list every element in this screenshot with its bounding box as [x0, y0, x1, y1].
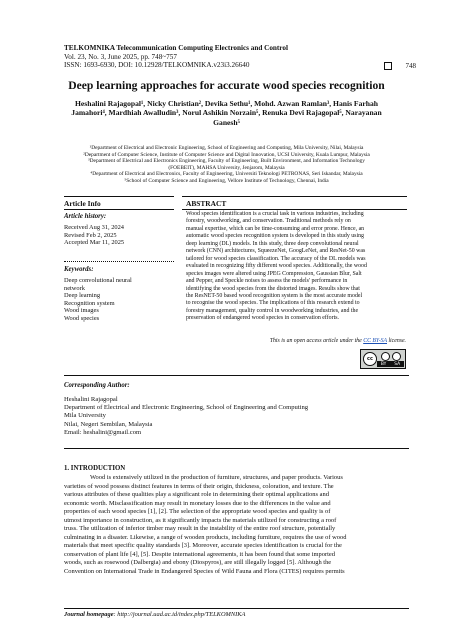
authors-line: Jamahori⁴, Mardhiah Awalludin³, Norul Ashikin Norzain⁵, Renuka Devi Rajagopal⁵, Narayanan [71, 108, 382, 118]
history-heading: Article history: [64, 213, 107, 220]
journal-homepage [64, 611, 245, 618]
homepage-label: Journal homepage [64, 611, 114, 618]
intro-line: Convention on International Trade in Endangered Species of Wild Fauna and Flora (CITES) requires permits [64, 567, 345, 575]
cc-license-badge[interactable] [360, 349, 406, 369]
badge-by-label: BY [380, 361, 387, 367]
cc-logo-icon: cc [363, 352, 377, 366]
abstract-line: Wood species identification is a crucial task in various industries, including [186, 211, 364, 217]
volume-line: Vol. 23, No. 3, June 2025, pp. 748~757 [64, 52, 177, 61]
license-link[interactable]: CC BY-SA [363, 338, 387, 344]
affiliations [46, 145, 407, 185]
corresponding-line: Mila University [64, 412, 106, 420]
cc-badge-bar [377, 361, 404, 367]
page-number: 748 [405, 62, 416, 70]
introduction-heading: 1. INTRODUCTION [64, 465, 126, 472]
abstract-line: tailored for wood species classification. The accuracy of the DL models was [186, 255, 366, 262]
affiliation-line: ²Department of Computer Science, Institute of Computer Science and Digital Innovation, UCSI University, Kuala Lumpur, Malaysia [83, 151, 370, 158]
license-suffix: license. [387, 338, 406, 344]
intro-line: varieties of wood possess distinct features in terms of their origin, thickness, coloration, and texture. The [64, 482, 334, 490]
page-number-block [384, 62, 417, 70]
affiliation-line: ¹Department of Electrical and Electronic Engineering, School of Engineering and Computing, Mila University, Nilai, Malaysia [89, 145, 364, 151]
abstract-line: forestry, woodworking, and conservation. Traditional methods rely on [186, 218, 351, 225]
corresponding-line: Nilai, Negeri Sembilan, Malaysia [64, 420, 153, 428]
intro-line: woods, such as rosewood (Dalbergia) and ebony (Diospyros), are still illegally logged [5]. Although the [64, 559, 332, 566]
corresponding-line: Heshalini Rajagopal [64, 396, 118, 403]
intro-line: various attributes of these qualities play a significant role in determining their optimal applications and [64, 491, 329, 498]
abstract-line: forestry management, quality control in woodworking industries, and the [186, 307, 359, 314]
intro-line: materials that meet specific quality standards [3]. Moreover, accurate species identification is crucial for the [64, 542, 342, 549]
abstract-line: network (CNN) architectures, SqueezeNet, GoogLeNet, and ResNet-50 was [186, 248, 366, 255]
open-access-note [186, 338, 406, 344]
paper-title: Deep learning approaches for accurate wood species recognition [68, 79, 385, 92]
square-icon [384, 62, 392, 70]
revised-date: Revised Feb 2, 2025 [64, 231, 117, 239]
abstract-line: and Pepper, and Speckle noises to assess the models' performance in [186, 278, 348, 285]
abstract-line: evaluated in recognizing fifty different wood species. Additionally, the wood [186, 263, 367, 270]
badge-sa-label: SA [394, 361, 401, 367]
intro-line: culminating in a disaster. Likewise, a range of wooden products, including furniture, requires the use of wood [64, 533, 347, 541]
intro-line: properties of each wood species [1], [2]. The selection of the appropriate wood species and quality is of [64, 508, 331, 515]
share-alike-icon [392, 352, 401, 361]
accepted-date: Accepted Mar 11, 2025 [64, 239, 125, 247]
divider [64, 261, 174, 262]
intro-line: economic worth. Misclassification may result in monetary losses due to the differences in the value and [64, 499, 331, 507]
abstract-line: preservation of endangered wood species in conservation efforts. [186, 315, 339, 322]
received-date: Received Aug 31, 2024 [64, 224, 124, 231]
affiliation-line: ⁴Department of Electrical and Electronics, Faculty of Engineering, Universiti Teknologi PETRONAS, Seri Iskandar, Malaysia [90, 171, 363, 178]
abstract-body [186, 211, 406, 323]
affiliation-line: ³Department of Electrical and Electronics Engineering, Faculty of Engineering, Built Environment, and Information Technology [88, 158, 365, 165]
keyword: network [64, 284, 85, 292]
abstract-heading: ABSTRACT [186, 199, 227, 208]
intro-line: utmost importance in construction, as it significantly impacts the materials utilized for constructing a roof [64, 516, 337, 524]
corresponding-line: Department of Electrical and Electronic Engineering, School of Engineering and Computing [64, 404, 309, 412]
person-icon [381, 352, 390, 361]
abstract-line: to recognise the wood species. The implications of this research extend to [186, 300, 360, 307]
abstract-line: species images were altered using JPEG Compression, Gaussian Blur, Salt [186, 270, 362, 277]
intro-line: conservation of plant life [4], [5]. Despite international agreements, it has been found that some imported [64, 550, 336, 558]
keyword: Wood images [64, 307, 99, 315]
keyword: Recognition system [64, 299, 115, 307]
keywords-heading: Keywords: [64, 266, 94, 273]
homepage-url[interactable]: : http://journal.uad.ac.id/index.php/TELKOMNIKA [113, 611, 246, 618]
affiliation-line: ⁵School of Computer Science and Engineering, Vellore Institute of Technology, Chennai, India [124, 177, 329, 184]
affiliation-line: (FOEBEIT), MAHSA University, Jenjarom, Malaysia [168, 164, 285, 171]
abstract-line: the ResNET-50 based wood recognition system is the most accurate model [186, 292, 363, 299]
divider [182, 196, 407, 197]
article-history [64, 213, 174, 247]
divider [64, 448, 409, 449]
keyword: Deep convolutional neural [64, 277, 132, 284]
divider [64, 196, 174, 197]
journal-header [64, 44, 288, 70]
keyword: Wood species [64, 314, 100, 322]
author-list [62, 99, 391, 127]
authors-line: Heshalini Rajagopal¹, Nicky Christian², Devika Sethu¹, Mohd. Azwan Ramlan³, Hanis Farhah [75, 99, 378, 108]
divider [64, 608, 409, 609]
issn-line: ISSN: 1693-6930, DOI: 10.12928/TELKOMNIKA.v23i3.26640 [64, 61, 250, 70]
article-info-heading: Article Info [64, 199, 101, 208]
abstract-line: manual expertise, which can be time-consuming and error prone. Hence, an [186, 225, 365, 232]
abstract-line: automatic wood species recognition system is developed in this study using [186, 233, 365, 240]
abstract-line: deep learning (DL) models. In this study, three deep convolutional neural [186, 240, 359, 247]
journal-title: TELKOMNIKA Telecommunication Computing Electronics and Control [64, 44, 288, 52]
open-access-text: This is an open access article under the [269, 338, 364, 344]
divider [64, 375, 409, 376]
corresponding-line: Email: heshalini@gmail.com [64, 428, 142, 436]
divider [64, 209, 174, 210]
corresponding-heading: Corresponding Author: [64, 382, 130, 389]
authors-line: Ganesh⁵ [213, 117, 240, 127]
keywords-block [64, 266, 174, 323]
corresponding-author [64, 396, 409, 437]
intro-line: Wood is extensively utilized in the production of furniture, structures, and paper products. Various [90, 474, 343, 481]
introduction-body [64, 474, 409, 576]
keyword: Deep learning [64, 292, 101, 300]
intro-line: truss. The utilization of inferior timber may result in the instability of the entire roof structure, potentially [64, 525, 336, 532]
divider [182, 209, 407, 210]
abstract-line: identifying the wood species from the distorted images. Results show that [186, 285, 360, 292]
